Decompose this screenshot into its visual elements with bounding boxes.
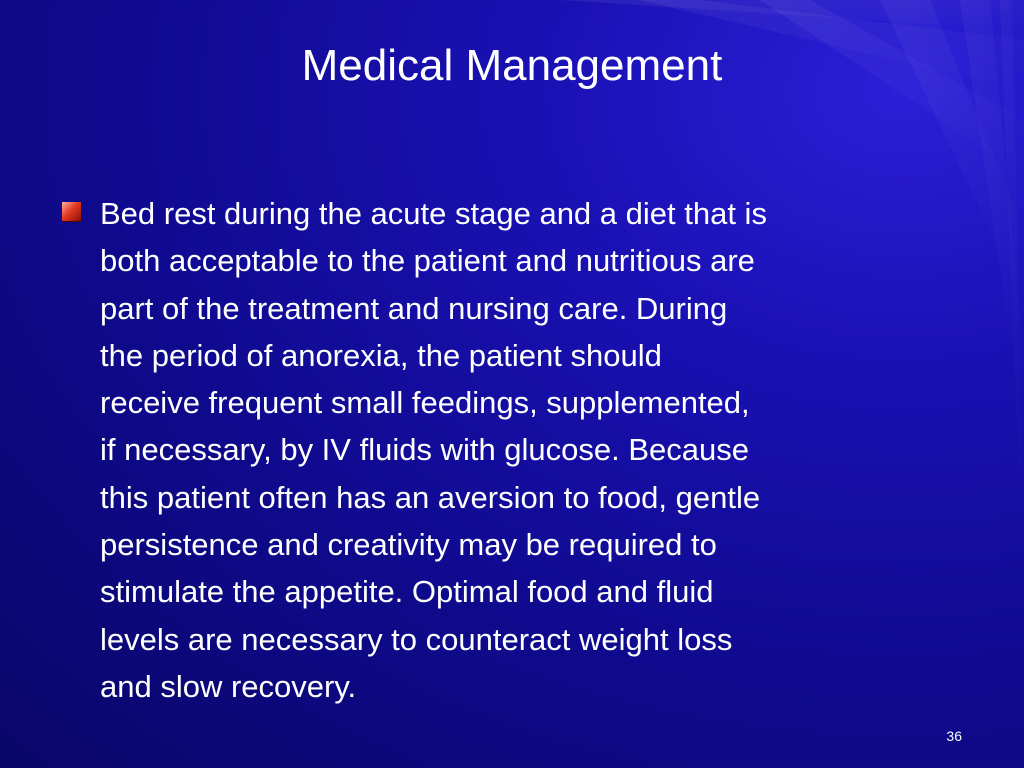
bullet-text: Bed rest during the acute stage and a diet that is both acceptable to the patient and nutritious are part of the treatment and nursing care. During the period of anorexia, the patient should receive frequent small feedings, supplemented, if necessary, by IV fluids with glucose. Because this patient often has an aversion to food, gentle persistence and creativity may be required to stimulate the appetite. Optimal food and fluid levels are necessary to counteract weight loss and slow recovery. bbox=[100, 196, 767, 704]
square-bullet-icon bbox=[62, 202, 81, 221]
slide-title: Medical Management bbox=[301, 41, 723, 90]
slide-number: 36 bbox=[946, 728, 962, 744]
